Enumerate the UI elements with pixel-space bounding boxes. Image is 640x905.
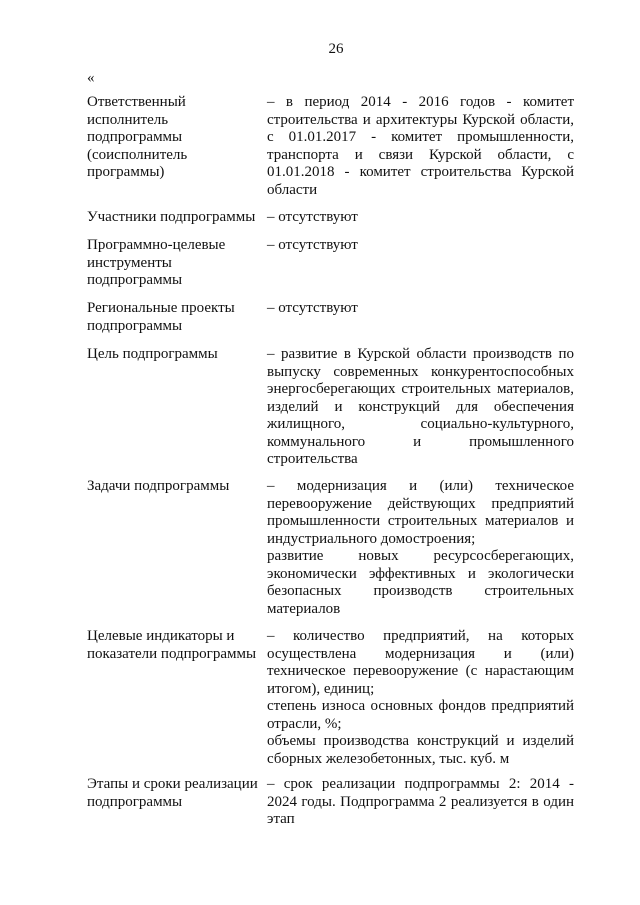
value-paragraph: – количество предприятий, на которых осуществлена модернизация и (или) техническое перевооружение (с нарастающим итогом), единиц; — [267, 628, 574, 697]
value-paragraph: – отсутствуют — [267, 209, 358, 225]
row-value — [267, 346, 574, 469]
value-paragraph: степень износа основных фондов предприятий отрасли, %; — [267, 698, 574, 732]
row-value — [267, 300, 574, 318]
value-paragraph: – в период 2014 - 2016 годов - комитет строительства и архитектуры Курской области, с 01.01.2017 - комитет промышленности, транспорта и связи Курской области, с 01.01.2018 - комитет строительства Курской области — [267, 94, 574, 198]
value-paragraph: – срок реализации подпрограммы 2: 2014 - 2024 годы. Подпрограмма 2 реализуется в один этап — [267, 776, 574, 827]
row-value — [267, 628, 574, 768]
page-number: 26 — [328, 41, 344, 57]
row-value — [267, 209, 574, 227]
row-value — [267, 776, 574, 829]
row-value — [267, 94, 574, 199]
value-paragraph: развитие новых ресурсосберегающих, экономически эффективных и экологически безопасных производств строительных материалов — [267, 548, 574, 617]
row-label: Ответственный исполнитель подпрограммы (соисполнитель программы) — [87, 94, 188, 180]
row-label: Программно-целевые инструменты подпрограммы — [87, 237, 226, 288]
value-paragraph: – развитие в Курской области производств по выпуску современных конкурентоспособных энергосберегающих строительных материалов, изделий и конструкций для обеспечения жилищного, социально-культурного, коммунального и промышленного строительства — [267, 346, 574, 467]
row-value — [267, 237, 574, 255]
value-paragraph: – модернизация и (или) техническое перевооружение действующих предприятий промышленности строительных материалов и индустриального домостроения; — [267, 478, 574, 547]
opening-quote-mark: « — [87, 70, 95, 86]
row-label: Задачи подпрограммы — [87, 478, 230, 494]
row-label: Цель подпрограммы — [87, 346, 218, 362]
value-paragraph: – отсутствуют — [267, 237, 358, 253]
row-value — [267, 478, 574, 618]
row-label: Региональные проекты подпрограммы — [87, 300, 235, 334]
value-paragraph: объемы производства конструкций и изделий сборных железобетонных, тыс. куб. м — [267, 733, 574, 767]
row-label: Целевые индикаторы и показатели подпрограммы — [87, 628, 257, 662]
row-label: Этапы и сроки реализации подпрограммы — [87, 776, 258, 810]
value-paragraph: – отсутствуют — [267, 300, 358, 316]
row-label: Участники подпрограммы — [87, 209, 256, 225]
